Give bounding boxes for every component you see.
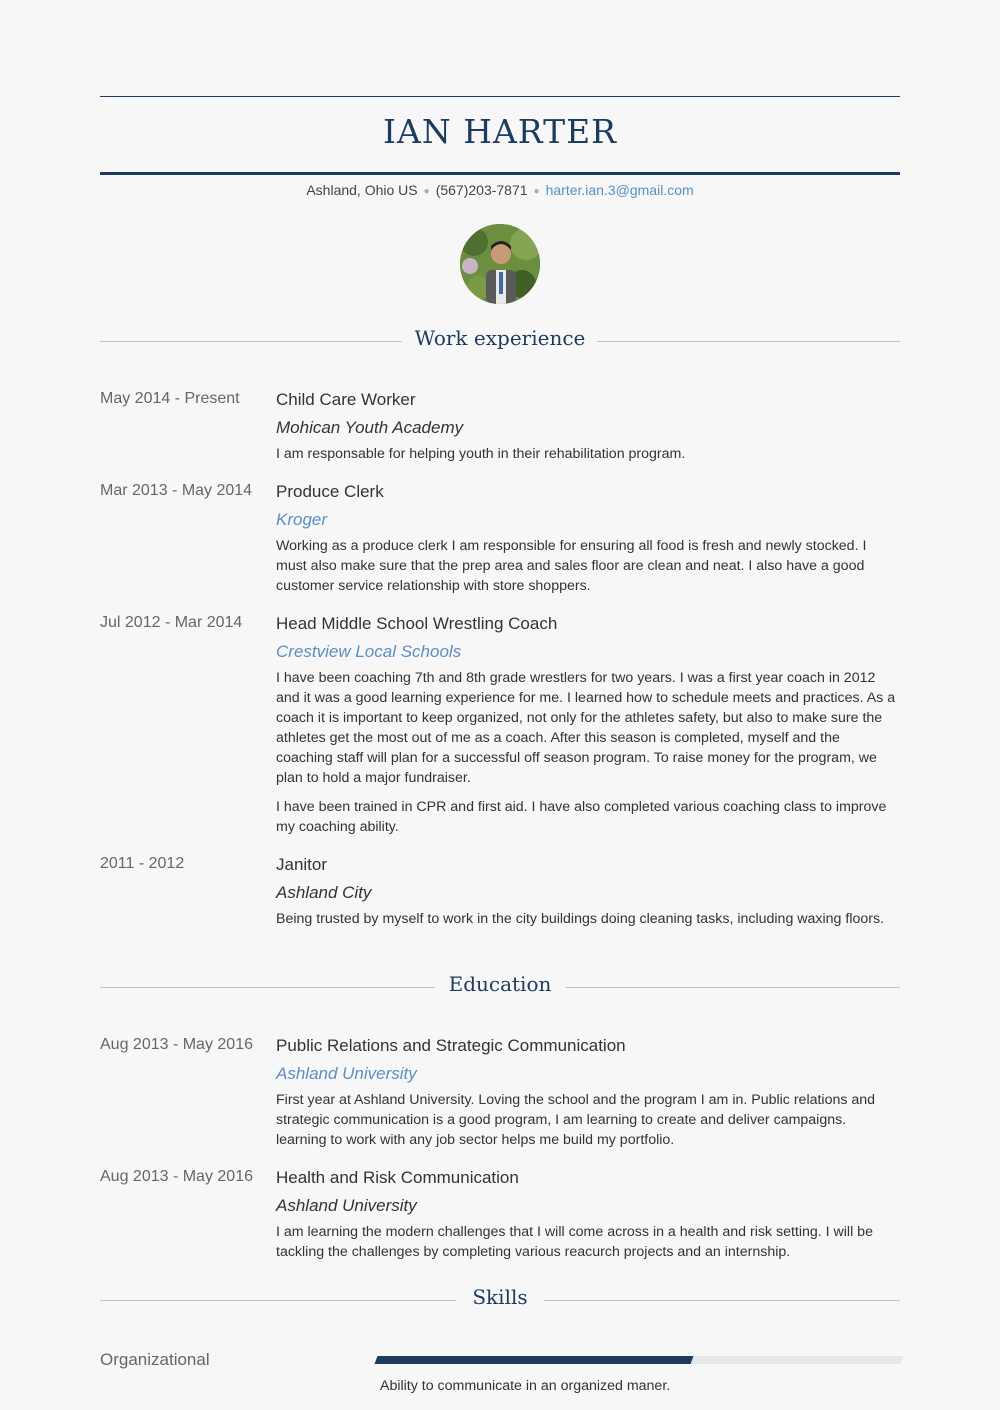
school-link[interactable]: Ashland University — [276, 1064, 417, 1083]
school: Ashland University — [276, 1196, 417, 1215]
skill-name: Organizational — [100, 1350, 210, 1369]
entry-description: I am responsable for helping youth in their rehabilitation program. — [276, 446, 686, 462]
profile-photo-icon — [460, 224, 540, 304]
entry-description: I have been trained in CPR and first aid. I have also completed various coaching class to improve my coaching ability. — [276, 799, 887, 835]
entry-description: Working as a produce clerk I am responsible for ensuring all food is fresh and newly stocked. I must also make sure that the prep area and sales floor are clean and neat. I also have a good customer service relationship with store shoppers. — [276, 538, 867, 594]
employer: Ashland City — [276, 883, 372, 902]
entry-date: May 2014 - Present — [100, 390, 240, 407]
entry-date: Mar 2013 - May 2014 — [100, 482, 253, 499]
entry-description: I have been coaching 7th and 8th grade wrestlers for two years. I was a first year coach in 2012 and it was a good learning experience for me. I learned how to schedule meets and practices. As a coach it is important to keep organized, not only for the athletes safety, but also to make sure the athletes get the most out of me as a coach. After this season is completed, myself and the coaching staff will plan for a successful off season program. To raise money for the program, we plan to hold a major fundraiser. — [276, 670, 896, 786]
section-title: Work experience — [414, 326, 586, 350]
section-rule — [597, 341, 900, 342]
entry-description: First year at Ashland University. Loving the school and the program I am in. Public relations and strategic communication is a good program, I am learning to create and deliver campaigns. learning to work with any job sector helps me build my portfolio. — [276, 1092, 876, 1148]
phone: (567)203-7871 — [435, 182, 528, 198]
contact-line — [100, 182, 900, 198]
entry-date: Aug 2013 - May 2016 — [100, 1168, 253, 1185]
section-title: Education — [448, 972, 552, 996]
entry-date: Jul 2012 - Mar 2014 — [100, 614, 243, 631]
skill-level-fill — [375, 1356, 694, 1364]
employer-link[interactable]: Crestview Local Schools — [276, 642, 462, 661]
location: Ashland, Ohio US — [306, 182, 418, 198]
skill-level-bar — [375, 1356, 904, 1364]
entry-description: Being trusted by myself to work in the city buildings doing cleaning tasks, including waxing floors. — [276, 911, 885, 927]
section-title: Skills — [472, 1285, 528, 1309]
candidate-name: IAN HARTER — [382, 112, 618, 151]
job-title: Janitor — [276, 855, 328, 874]
skill-description: Ability to communicate in an organized maner. — [380, 1378, 671, 1394]
degree-title: Health and Risk Communication — [276, 1168, 519, 1187]
job-title: Head Middle School Wrestling Coach — [276, 614, 558, 633]
employer-link[interactable]: Kroger — [276, 510, 328, 529]
section-rule — [566, 987, 900, 988]
education-header — [100, 972, 900, 1002]
section-rule — [544, 1300, 900, 1301]
top-divider — [100, 96, 900, 97]
skills-header — [100, 1285, 900, 1315]
name-underline — [100, 172, 900, 175]
job-title: Produce Clerk — [276, 482, 384, 501]
avatar — [460, 224, 540, 304]
entry-date: Aug 2013 - May 2016 — [100, 1036, 253, 1053]
bullet-separator-icon: ● — [423, 185, 430, 197]
employer: Mohican Youth Academy — [276, 418, 464, 437]
email-link[interactable]: harter.ian.3@gmail.com — [545, 182, 694, 198]
degree-title: Public Relations and Strategic Communication — [276, 1036, 626, 1055]
work-experience-header — [100, 326, 900, 356]
entry-date: 2011 - 2012 — [100, 855, 185, 872]
job-title: Child Care Worker — [276, 390, 416, 409]
entry-description: I am learning the modern challenges that I will come across in a health and risk setting. I will be tackling the challenges by completing various reacurch projects and an internship. — [276, 1224, 873, 1260]
bullet-separator-icon: ● — [533, 185, 540, 197]
